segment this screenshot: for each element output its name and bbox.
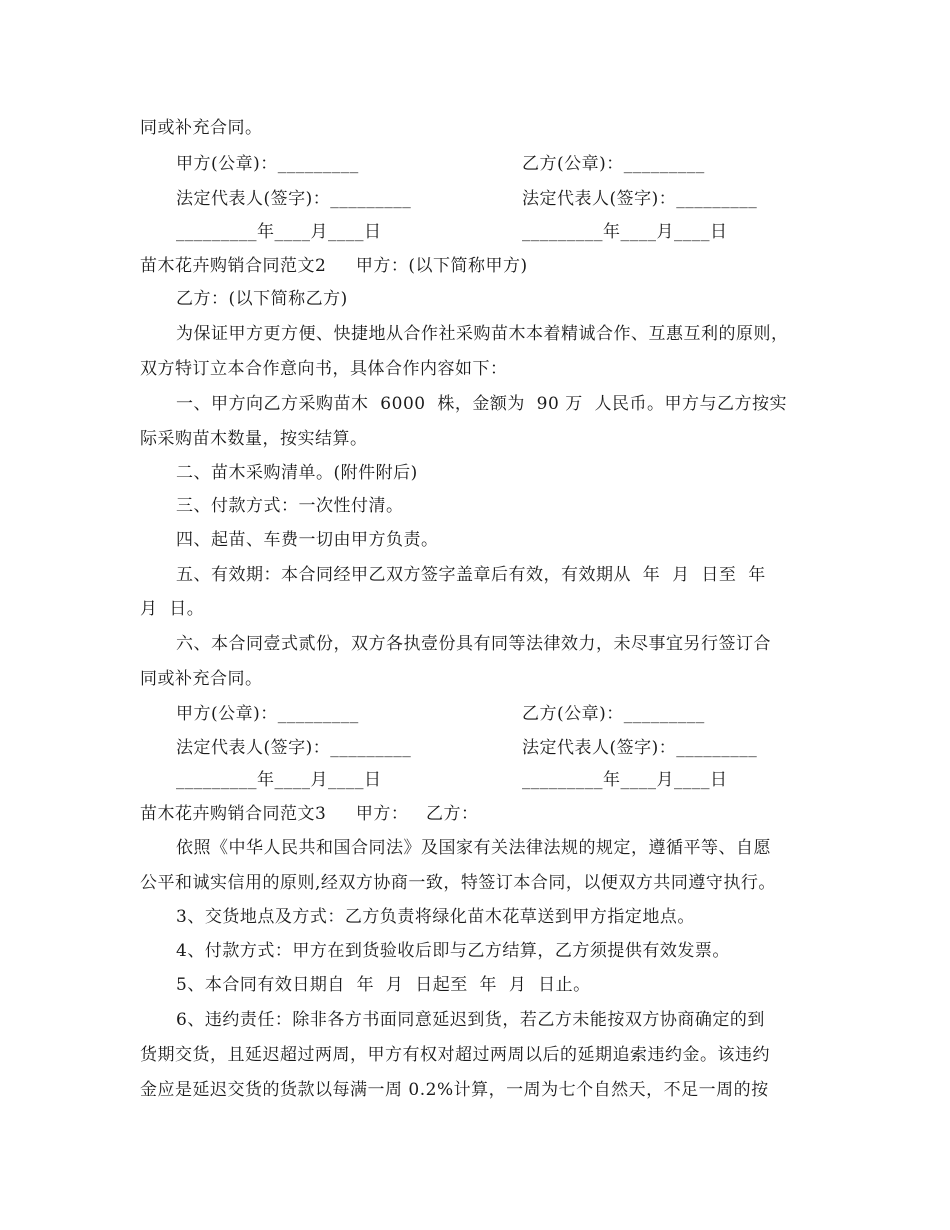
- party-b-line: 乙方：(以下简称乙方): [176, 289, 348, 309]
- term-6-line-2: 货期交货，且延迟超过两周，甲方有权对超过两周以后的延期追索违约金。该违约: [140, 1045, 770, 1065]
- law-paragraph-line-1: 依照《中华人民共和国合同法》及国家有关法律法规的规定，遵循平等、自愿: [176, 838, 771, 858]
- section-heading-2: 苗木花卉购销合同范文2 甲方：(以下简称甲方): [140, 256, 528, 276]
- party-b-date-field-2: _________年____月____日: [522, 770, 728, 790]
- party-b-date-field: _________年____月____日: [522, 222, 728, 242]
- party-b-seal-field: 乙方(公章)：_________: [522, 154, 705, 174]
- clause-3: 三、付款方式：一次性付清。: [176, 496, 404, 516]
- law-paragraph-line-2: 公平和诚实信用的原则,经双方协商一致，特签订本合同，以便双方共同遵守执行。: [140, 873, 776, 893]
- party-b-representative-field: 法定代表人(签字)：_________: [522, 189, 758, 209]
- party-a-seal-field-2: 甲方(公章)：_________: [176, 704, 359, 724]
- party-a-representative-field-2: 法定代表人(签字)：_________: [176, 738, 412, 758]
- intro-paragraph-line-2: 双方特订立本合作意向书，具体合作内容如下：: [140, 359, 508, 379]
- party-a-representative-field: 法定代表人(签字)：_________: [176, 189, 412, 209]
- clause-2: 二、苗木采购清单。(附件附后): [176, 463, 418, 483]
- clause-1-line-2: 际采购苗木数量，按实结算。: [140, 429, 368, 449]
- term-3: 3、交货地点及方式：乙方负责将绿化苗木花草送到甲方指定地点。: [176, 907, 695, 927]
- party-b-seal-field-2: 乙方(公章)：_________: [522, 704, 705, 724]
- term-6-line-3: 金应是延迟交货的货款以每满一周 0.2%计算，一周为七个自然天，不足一周的按: [140, 1080, 769, 1100]
- clause-6-line-2: 同或补充合同。: [140, 669, 263, 689]
- party-a-date-field: _________年____月____日: [176, 222, 382, 242]
- party-b-representative-field-2: 法定代表人(签字)：_________: [522, 738, 758, 758]
- paragraph-continuation: 同或补充合同。: [140, 118, 263, 138]
- term-6-line-1: 6、违约责任：除非各方书面同意延迟到货，若乙方未能按双方协商确定的到: [176, 1010, 765, 1030]
- party-a-date-field-2: _________年____月____日: [176, 770, 382, 790]
- party-a-seal-field: 甲方(公章)：_________: [176, 154, 359, 174]
- section-heading-3: 苗木花卉购销合同范文3 甲方： 乙方：: [140, 804, 479, 824]
- intro-paragraph-line-1: 为保证甲方更方便、快捷地从合作社采购苗木本着精诚合作、互惠互利的原则，: [176, 324, 789, 344]
- clause-1-line-1: 一、甲方向乙方采购苗木 6000 株，金额为 90 万 人民币。甲方与乙方按实: [176, 394, 788, 414]
- clause-5-line-2: 月 日。: [140, 599, 205, 619]
- term-4: 4、付款方式：甲方在到货验收后即与乙方结算，乙方须提供有效发票。: [176, 941, 730, 961]
- term-5: 5、本合同有效日期自 年 月 日起至 年 月 日止。: [176, 975, 591, 995]
- clause-6-line-1: 六、本合同壹式贰份，双方各执壹份具有同等法律效力，未尽事宜另行签订合: [176, 634, 771, 654]
- clause-5-line-1: 五、有效期：本合同经甲乙双方签字盖章后有效，有效期从 年 月 日至 年: [176, 565, 766, 585]
- clause-4: 四、起苗、车费一切由甲方负责。: [176, 530, 439, 550]
